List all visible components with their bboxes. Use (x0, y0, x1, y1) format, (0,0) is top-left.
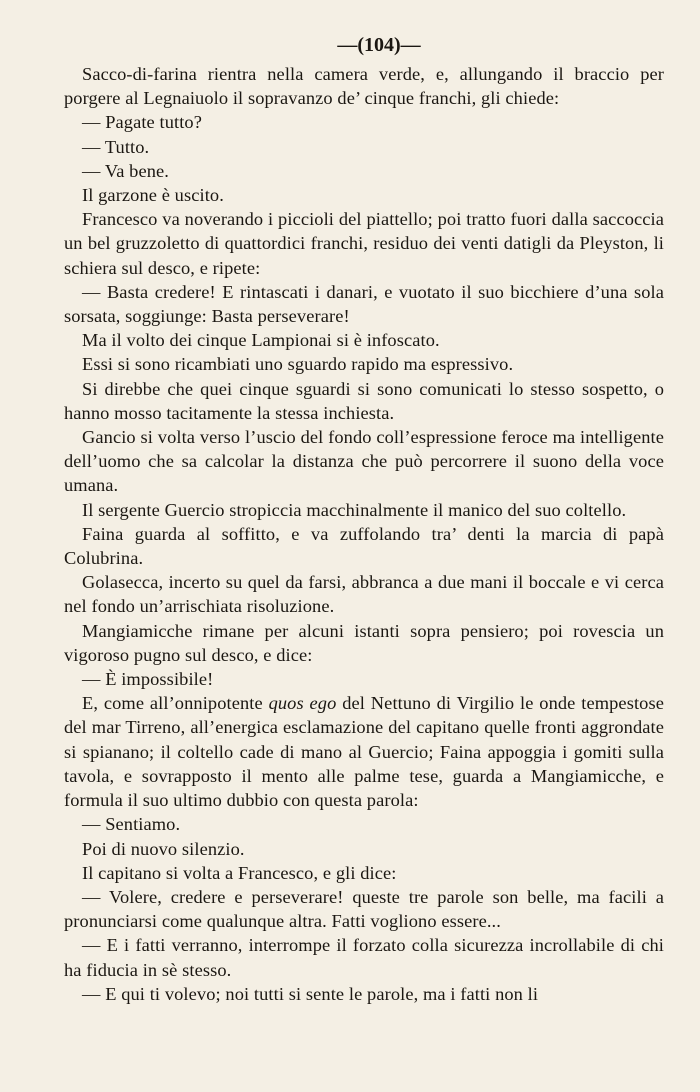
paragraph-quos-ego (64, 691, 664, 812)
paragraph: Il capitano si volta a Francesco, e gli dice: (82, 862, 397, 883)
paragraph: Faina guarda al soffitto, e va zuffolando tra’ denti la marcia di papà Colubrina. (64, 523, 664, 569)
paragraph: — Volere, credere e perseverare! queste tre parole son belle, ma facili a pronunciarsi come qualunque altra. Fatti vogliono essere... (64, 886, 664, 932)
paragraph: — Basta credere! E rintascati i danari, e vuotato il suo bicchiere d’una sola sorsata, soggiunge: Basta perseverare! (64, 281, 664, 327)
paragraph: Il sergente Guercio stropiccia macchinalmente il manico del suo coltello. (82, 499, 627, 520)
paragraph: Mangiamicche rimane per alcuni istanti sopra pensiero; poi rovescia un vigoroso pugno sul desco, e dice: (64, 620, 664, 665)
paragraph: Poi di nuovo silenzio. (82, 838, 245, 859)
paragraph: — Pagate tutto? (82, 112, 202, 133)
paragraph: Sacco-di-farina rientra nella camera verde, e, allungando il braccio per porgere al Legnaiuolo il sopravanzo de’ cinque franchi, gli chiede: (64, 64, 664, 109)
paragraph: — E qui ti volevo; noi tutti si sente le parole, ma i fatti non li (82, 983, 539, 1004)
paragraph: Il garzone è uscito. (82, 185, 224, 206)
paragraph: Ma il volto dei cinque Lampionai si è infoscato. (82, 330, 440, 351)
paragraph: — È impossibile! (82, 669, 214, 690)
paragraph: — E i fatti verranno, interrompe il forzato colla sicurezza incrollabile di chi ha fiducia in sè stesso. (64, 935, 664, 980)
paragraph: Essi si sono ricambiati uno sguardo rapido ma espressivo. (82, 354, 514, 375)
paragraph: Francesco va noverando i piccioli del piattello; poi tratto fuori dalla saccoccia un bel gruzzoletto di quattordici franchi, residuo dei venti datigli da Pleyston, li schiera sul desco, e ripete: (64, 209, 664, 278)
text-run: E, come all’onnipotente (82, 693, 269, 714)
paragraph: Si direbbe che quei cinque sguardi si sono comunicati lo stesso sospetto, o hanno mosso tacitamente la stessa inchiesta. (64, 378, 664, 423)
page-number: —(104)— (337, 34, 421, 56)
paragraph: — Tutto. (82, 136, 150, 157)
paragraph: Gancio si volta verso l’uscio del fondo coll’espressione feroce ma intelligente dell’uomo che sa calcolar la distanza che può percorrere il suono della voce umana. (64, 427, 664, 496)
italic-phrase: quos ego (268, 693, 337, 714)
text-run: del Nettuno di Virgilio le onde tempestose del mar Tirreno, all’energica esclamazione del capitano quelle fronti aggrondate si spianano; il coltello cade di mano al Guercio; Faina appoggia i gomiti sulla tavola, e sovrapposto il mento alle palme tese, guarda a Mangiamicche, e formula il suo ultimo dubbio con questa parola: (64, 693, 664, 811)
paragraph: — Va bene. (82, 160, 169, 181)
paragraph: — Sentiamo. (82, 814, 181, 835)
paragraph: Golasecca, incerto su quel da farsi, abbranca a due mani il boccale e vi cerca nel fondo un’arrischiata risoluzione. (64, 572, 664, 617)
